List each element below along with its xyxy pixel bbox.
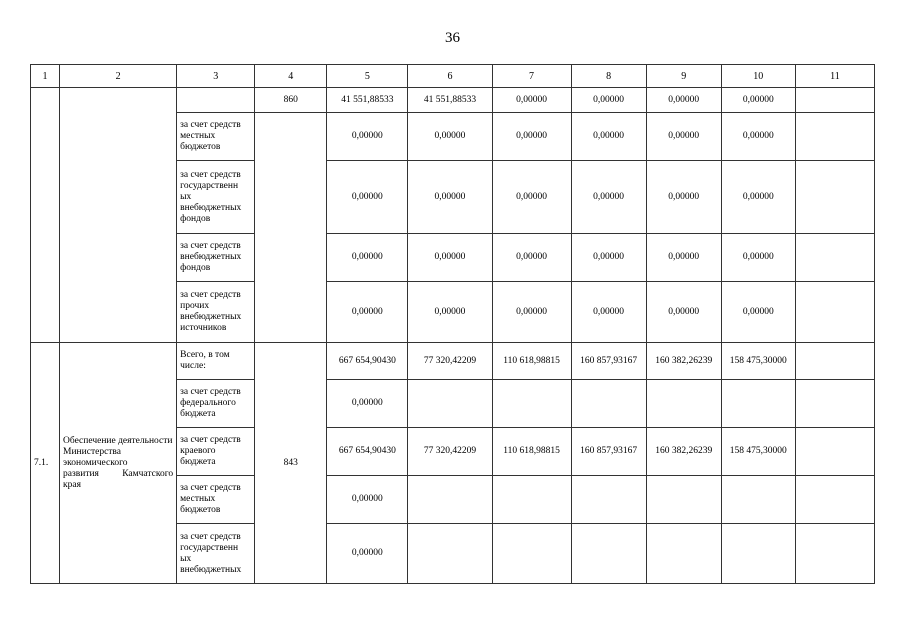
- source-cell: Всего, в том числе:: [177, 343, 255, 380]
- value-cell: 160 857,93167: [571, 343, 646, 380]
- col11-cell: [795, 282, 874, 343]
- col11-cell: [795, 428, 874, 476]
- header-cell: 3: [177, 65, 255, 88]
- source-cell: за счет средств местных бюджетов: [177, 113, 255, 161]
- value-cell: 41 551,88533: [327, 88, 408, 113]
- value-cell: 0,00000: [571, 88, 646, 113]
- code-cell: [255, 113, 327, 343]
- source-cell: за счет средств государственн ых внебюджетных фондов: [177, 161, 255, 234]
- value-cell: 160 382,26239: [646, 428, 721, 476]
- description-cell: [60, 88, 177, 343]
- row-number-cell: 7.1.: [31, 343, 60, 584]
- value-cell: 0,00000: [492, 161, 571, 234]
- col11-cell: [795, 343, 874, 380]
- value-cell: 77 320,42209: [408, 428, 492, 476]
- value-cell: [721, 476, 795, 524]
- header-cell: 10: [721, 65, 795, 88]
- value-cell: 158 475,30000: [721, 343, 795, 380]
- value-cell: 0,00000: [408, 161, 492, 234]
- value-cell: 160 382,26239: [646, 343, 721, 380]
- value-cell: 0,00000: [327, 282, 408, 343]
- value-cell: 0,00000: [721, 113, 795, 161]
- source-cell: за счет средств федерального бюджета: [177, 380, 255, 428]
- value-cell: 0,00000: [721, 234, 795, 282]
- value-cell: 0,00000: [646, 234, 721, 282]
- value-cell: [492, 524, 571, 584]
- source-cell: за счет средств местных бюджетов: [177, 476, 255, 524]
- value-cell: 0,00000: [571, 282, 646, 343]
- value-cell: 0,00000: [492, 113, 571, 161]
- budget-table: [30, 64, 875, 584]
- code-cell: 860: [255, 88, 327, 113]
- value-cell: 110 618,98815: [492, 428, 571, 476]
- value-cell: 0,00000: [327, 161, 408, 234]
- value-cell: [408, 524, 492, 584]
- description-line: развития Камчатского: [63, 468, 174, 479]
- table-row: [31, 88, 875, 113]
- value-cell: 0,00000: [721, 161, 795, 234]
- value-cell: 0,00000: [327, 524, 408, 584]
- value-cell: [571, 476, 646, 524]
- col11-cell: [795, 476, 874, 524]
- value-cell: 0,00000: [327, 113, 408, 161]
- description-cell: [60, 343, 177, 584]
- col11-cell: [795, 380, 874, 428]
- value-cell: [408, 476, 492, 524]
- value-cell: 0,00000: [327, 234, 408, 282]
- value-cell: 0,00000: [721, 282, 795, 343]
- table-row: [31, 343, 875, 380]
- value-cell: [492, 380, 571, 428]
- value-cell: 0,00000: [408, 113, 492, 161]
- value-cell: 158 475,30000: [721, 428, 795, 476]
- header-cell: 1: [31, 65, 60, 88]
- value-cell: [571, 524, 646, 584]
- value-cell: 667 654,90430: [327, 343, 408, 380]
- value-cell: [646, 476, 721, 524]
- value-cell: 0,00000: [327, 476, 408, 524]
- value-cell: [408, 380, 492, 428]
- value-cell: 0,00000: [571, 113, 646, 161]
- source-cell: за счет средств внебюджетных фондов: [177, 234, 255, 282]
- value-cell: 41 551,88533: [408, 88, 492, 113]
- header-cell: 8: [571, 65, 646, 88]
- value-cell: 0,00000: [646, 88, 721, 113]
- value-cell: 0,00000: [646, 282, 721, 343]
- value-cell: 667 654,90430: [327, 428, 408, 476]
- col11-cell: [795, 234, 874, 282]
- header-cell: 11: [795, 65, 874, 88]
- value-cell: 0,00000: [492, 88, 571, 113]
- header-row: [31, 65, 875, 88]
- value-cell: [571, 380, 646, 428]
- value-cell: 0,00000: [408, 234, 492, 282]
- value-cell: [646, 524, 721, 584]
- value-cell: [492, 476, 571, 524]
- value-cell: 0,00000: [721, 88, 795, 113]
- value-cell: 0,00000: [571, 234, 646, 282]
- col11-cell: [795, 88, 874, 113]
- source-cell: за счет средств краевого бюджета: [177, 428, 255, 476]
- col11-cell: [795, 524, 874, 584]
- value-cell: 160 857,93167: [571, 428, 646, 476]
- description-line: Обеспечение деятельности Министерства экономического: [63, 435, 173, 468]
- value-cell: 0,00000: [646, 113, 721, 161]
- header-cell: 5: [327, 65, 408, 88]
- page-number: 36: [445, 30, 460, 46]
- value-cell: 0,00000: [492, 234, 571, 282]
- source-cell: за счет средств государственн ых внебюджетных: [177, 524, 255, 584]
- value-cell: [721, 524, 795, 584]
- row-number-cell: [31, 88, 60, 343]
- value-cell: 0,00000: [327, 380, 408, 428]
- value-cell: 110 618,98815: [492, 343, 571, 380]
- value-cell: [721, 380, 795, 428]
- col11-cell: [795, 113, 874, 161]
- header-cell: 4: [255, 65, 327, 88]
- value-cell: [646, 380, 721, 428]
- header-cell: 9: [646, 65, 721, 88]
- value-cell: 0,00000: [408, 282, 492, 343]
- header-cell: 2: [60, 65, 177, 88]
- code-cell: 843: [255, 343, 327, 584]
- value-cell: 77 320,42209: [408, 343, 492, 380]
- header-cell: 6: [408, 65, 492, 88]
- description-line: края: [63, 479, 81, 490]
- value-cell: 0,00000: [646, 161, 721, 234]
- value-cell: 0,00000: [492, 282, 571, 343]
- col11-cell: [795, 161, 874, 234]
- source-cell: за счет средств прочих внебюджетных источников: [177, 282, 255, 343]
- header-cell: 7: [492, 65, 571, 88]
- value-cell: 0,00000: [571, 161, 646, 234]
- source-cell: [177, 88, 255, 113]
